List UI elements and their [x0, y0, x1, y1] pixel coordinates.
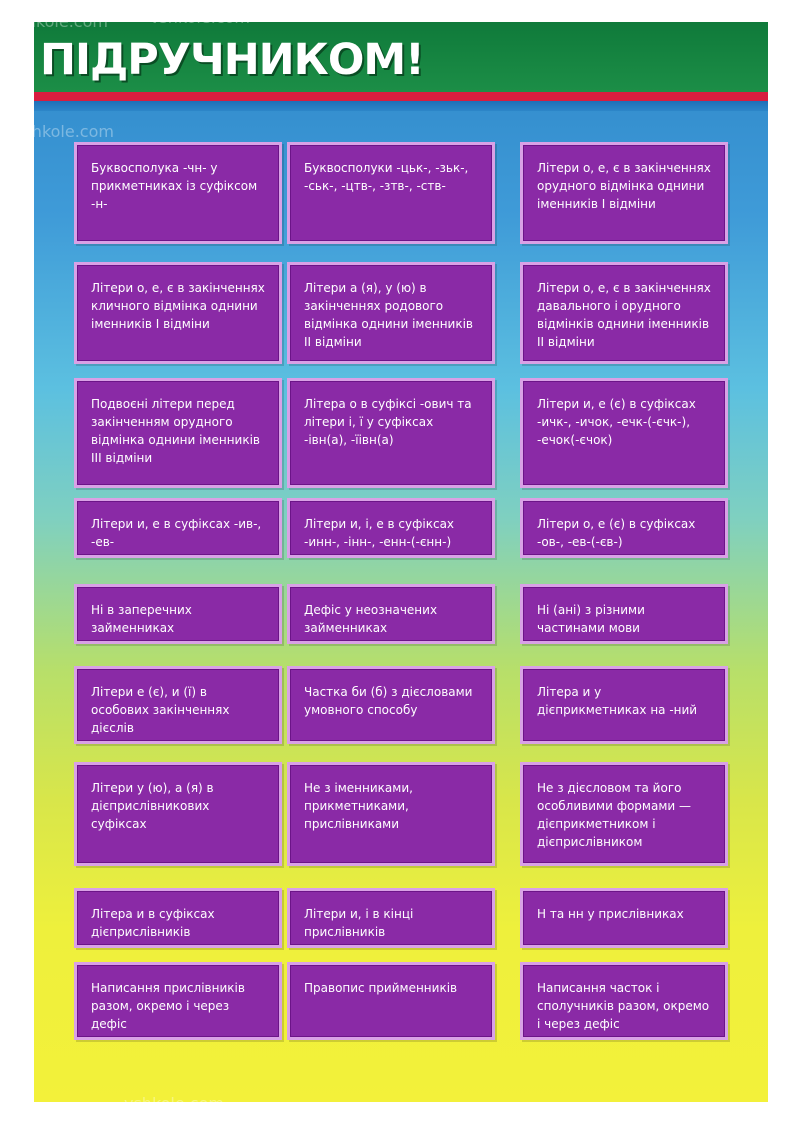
topic-card-text: Літери и, е в суфіксах -ив-, -ев-: [91, 517, 262, 549]
topic-card-text: Написання прислівників разом, окремо і через дефіс: [91, 981, 245, 1031]
topic-card: [520, 762, 728, 866]
watermark-text: vshkole.com: [124, 1094, 224, 1113]
topic-card-text: Літера и у дієприкметниках на -ний: [537, 685, 698, 717]
topic-card-text: Літери а (я), у (ю) в закінченнях родового відмінка однини іменників ІІ відміни: [304, 281, 474, 349]
page-title: ПІДРУЧНИКОМ!: [40, 35, 424, 85]
watermark-text: vshkole.com: [14, 122, 114, 141]
topic-card-text: Літери о, е (є) в суфіксах -ов-, -ев-(-єв-): [537, 517, 696, 549]
topic-card: [287, 888, 495, 948]
topic-card-text: Літери и, і, е в суфіксах -инн-, -інн-, -енн-(-єнн-): [304, 517, 455, 549]
topic-card: [520, 378, 728, 488]
topic-card: [74, 498, 282, 558]
watermark-text: vshkole.com: [494, 1102, 594, 1121]
topic-card-text: Не з дієсловом та його особливими формами — дієприкметником і дієприслівником: [537, 781, 691, 849]
topic-card: [287, 762, 495, 866]
topic-card-text: Не з іменниками, прикметниками, прислівниками: [304, 781, 413, 831]
topic-card-text: Частка би (б) з дієсловами умовного способу: [304, 685, 473, 717]
topic-card: [520, 498, 728, 558]
topic-card-text: Літери о, е, є в закінченнях орудного відмінка однини іменників І відміни: [537, 161, 711, 211]
topic-card: [520, 962, 728, 1040]
topic-card: [287, 498, 495, 558]
topic-card-text: Н та нн у прислівниках: [537, 907, 684, 921]
topic-card-text: Літери о, е, є в закінченнях кличного відмінка однини іменників І відміни: [91, 281, 265, 331]
topic-card: [74, 666, 282, 744]
header-blue-stripe: [34, 101, 768, 111]
topic-card: [74, 142, 282, 244]
header-banner: [34, 22, 768, 92]
topic-card-text: Літери е (є), и (ї) в особових закінченнях дієслів: [91, 685, 230, 735]
topic-card: [520, 142, 728, 244]
topic-card-text: Літери и, е (є) в суфіксах -ичк-, -ичок, -ечк-(-єчк-), -ечок(-єчок): [537, 397, 696, 447]
watermark-text: vshkole.com: [8, 12, 108, 31]
topic-card: [74, 378, 282, 488]
topic-card: [520, 262, 728, 364]
topic-card: [287, 262, 495, 364]
watermark-text: vshkole.com: [150, 8, 250, 27]
topic-card-text: Літера о в суфіксі -ович та літери і, ї у суфіксах -івн(а), -їівн(а): [304, 397, 472, 447]
topic-card: [287, 584, 495, 644]
topic-card: [520, 888, 728, 948]
topic-card-text: Ні в заперечних займенниках: [91, 603, 192, 635]
topic-card-text: Літери о, е, є в закінченнях давального і орудного відмінків однини іменників ІІ відміни: [537, 281, 711, 349]
topic-card: [287, 142, 495, 244]
topic-card: [74, 262, 282, 364]
topic-card-text: Літери у (ю), а (я) в дієприслівникових суфіксах: [91, 781, 214, 831]
topic-card-text: Подвоєні літери перед закінченням орудного відмінка однини іменників ІІІ відміни: [91, 397, 261, 465]
topic-card: [74, 962, 282, 1040]
header-red-stripe: [34, 92, 768, 101]
topic-card-text: Ні (ані) з різними частинами мови: [537, 603, 645, 635]
topic-card: [287, 962, 495, 1040]
topic-card: [74, 584, 282, 644]
topic-card-text: Літери и, і в кінці прислівників: [304, 907, 414, 939]
topic-card-text: Буквосполука -чн- у прикметниках із суфіксом -н-: [91, 161, 258, 211]
topic-card-text: Дефіс у неозначених займенниках: [304, 603, 438, 635]
topic-card: [520, 584, 728, 644]
topic-card: [74, 888, 282, 948]
topic-card: [287, 378, 495, 488]
topic-card: [287, 666, 495, 744]
topic-card: [74, 762, 282, 866]
topic-card-text: Літера и в суфіксах дієприслівників: [91, 907, 215, 939]
topic-card-text: Правопис прийменників: [304, 981, 458, 995]
topic-card: [520, 666, 728, 744]
topic-card-text: Буквосполуки -цьк-, -зьк-, -ськ-, -цтв-, -зтв-, -ств-: [304, 161, 469, 193]
topic-card-text: Написання часток і сполучників разом, окремо і через дефіс: [537, 981, 710, 1031]
poster: [8, 8, 768, 1121]
